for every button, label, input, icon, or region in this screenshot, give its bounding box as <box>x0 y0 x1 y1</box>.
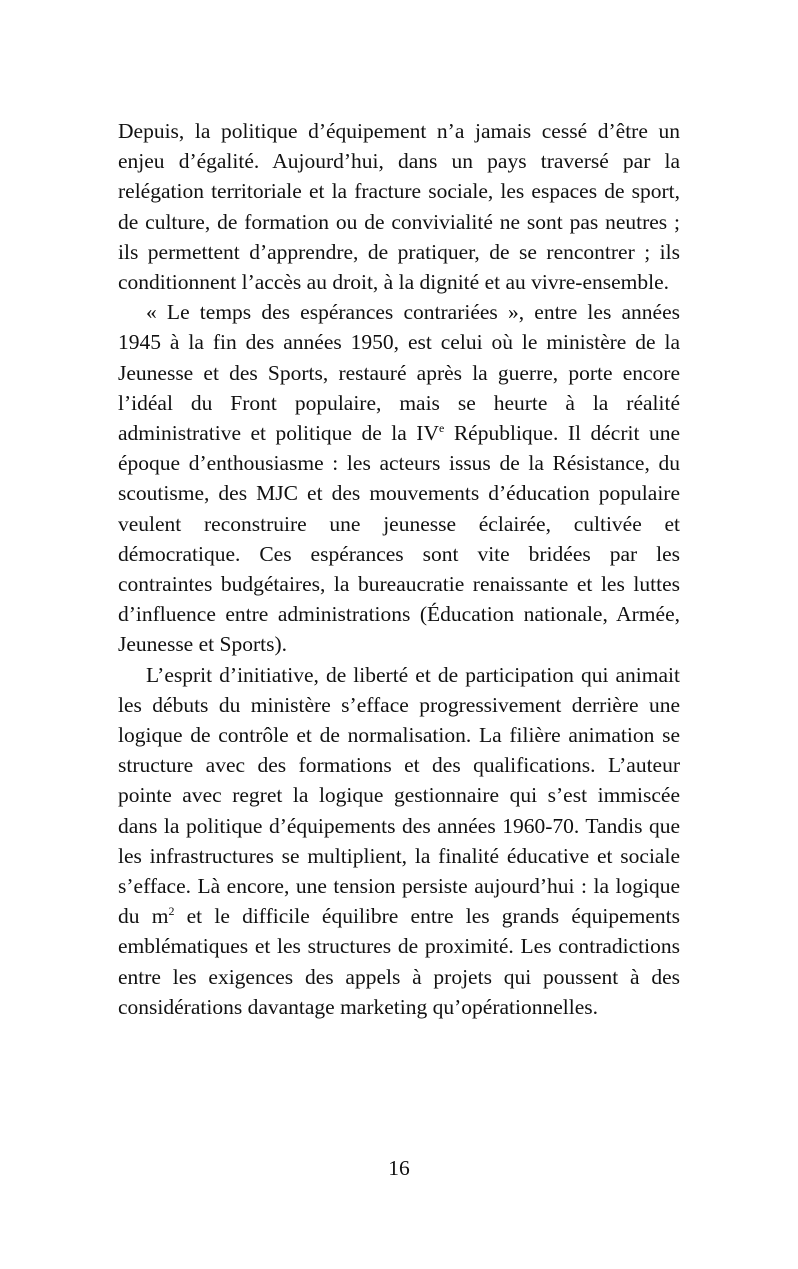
paragraph-1 <box>118 116 680 297</box>
paragraph-2-text-before: « Le temps des espérances contrariées », entre les années 1945 à la fin des années 1950, est celui où le ministère de la Jeunesse et des Sports, restauré après la guerre, porte encore l’idéal du Front populaire, mais se heurte à la réalité administrative et politique de la IV <box>118 300 680 446</box>
paragraph-2 <box>118 297 680 659</box>
paragraph-3 <box>118 660 680 1022</box>
page-number: 16 <box>388 1156 410 1180</box>
paragraph-1-text: Depuis, la politique d’équipement n’a jamais cessé d’être un enjeu d’égalité. Aujourd’hui, dans un pays traversé par la relégation territoriale et la fracture sociale, les espaces de sport, de culture, de formation ou de convivialité ne sont pas neutres ; ils permettent d’apprendre, de pratiquer, de se rencontrer ; ils conditionnent l’accès au droit, à la dignité et au vivre-ensemble. <box>118 119 680 295</box>
paragraph-2-text-after: République. Il décrit une époque d’enthousiasme : les acteurs issus de la Résistance, du scoutisme, des MJC et des mouvements d’éducation populaire veulent reconstruire une jeunesse éclairée, cultivée et démocratique. Ces espérances sont vite bridées par les contraintes budgétaires, la bureaucratie renaissante et les luttes d’influence entre administrations (Éducation nationale, Armée, Jeunesse et Sports). <box>118 421 680 657</box>
paragraph-3-text-after: et le difficile équilibre entre les grands équipements emblématiques et les structures de proximité. Les contradictions entre les exigences des appels à projets qui poussent à des considérations davantage marketing qu’opérationnelles. <box>118 904 680 1019</box>
superscript-squared: 2 <box>168 904 175 919</box>
body-text <box>118 116 680 1022</box>
superscript-ordinal: e <box>439 420 445 435</box>
paragraph-3-text-before: L’esprit d’initiative, de liberté et de participation qui animait les débuts du ministère s’efface progressivement derrière une logique de contrôle et de normalisation. La filière animation se structure avec des formations et des qualifications. L’auteur pointe avec regret la logique gestionnaire qui s’est immiscée dans la politique d’équipements des années 1960-70. Tandis que les infrastructures se multiplient, la finalité éducative et sociale s’efface. Là encore, une tension persiste aujourd’hui : la logique du m <box>118 662 680 929</box>
